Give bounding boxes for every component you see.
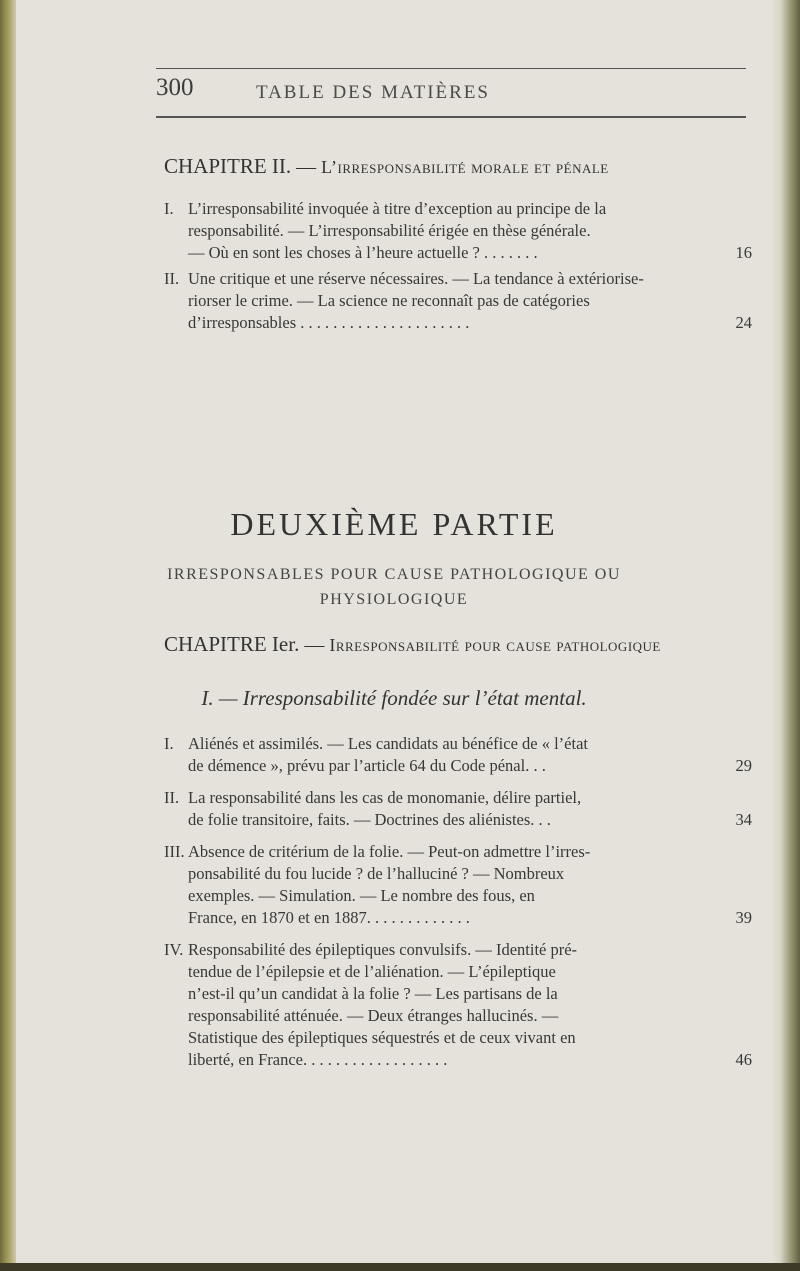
entry-line: Statistique des épileptiques séquestrés et de ceux vivant en (188, 1028, 576, 1047)
entry-line: La responsabilité dans les cas de monomanie, délire partiel, (188, 788, 582, 807)
chapter-ii-label: CHAPITRE II. (164, 154, 292, 178)
running-head: TABLE DES MATIÈRES (256, 82, 490, 103)
part-subtitle-line-2: PHYSIOLOGIQUE (319, 591, 469, 608)
entry-number: II. (164, 269, 180, 288)
entry-line: de folie transitoire, faits. — Doctrines des aliénistes. . . (188, 810, 551, 829)
entry-line: d’irresponsables . . . . . . . . . . . . . . . . . . . . . (188, 313, 470, 332)
entry-line: de démence », prévu par l’article 64 du Code pénal. . . (188, 756, 546, 775)
book-binding-bottom (0, 1263, 800, 1271)
entry-page: 39 (735, 908, 752, 927)
entry-page: 46 (735, 1050, 752, 1069)
toc-entry (164, 733, 752, 777)
entry-number: IV. (164, 940, 184, 959)
page-number: 300 (156, 74, 194, 101)
chapter-i-dash: — (304, 634, 325, 656)
entry-line: — Où en sont les choses à l’heure actuelle ? . . . . . . . (188, 243, 538, 262)
entry-number: I. (164, 199, 174, 218)
entry-page: 24 (735, 313, 752, 332)
part-subtitle-line-1: IRRESPONSABLES POUR CAUSE PATHOLOGIQUE OU (167, 566, 621, 583)
entry-line: France, en 1870 et en 1887. . . . . . . . . . . . . (188, 908, 470, 927)
entry-line: n’est-il qu’un candidat à la folie ? — Les partisans de la (188, 984, 558, 1003)
page-edge-right (772, 0, 800, 1271)
entry-page: 16 (735, 243, 752, 262)
toc-entry (164, 198, 752, 264)
toc-entry (164, 939, 752, 1071)
entry-number: III. (164, 842, 185, 861)
chapter-ii-title: L’irresponsabilité morale et pénale (321, 157, 609, 177)
entry-page: 34 (735, 810, 752, 829)
toc-entry (164, 841, 752, 929)
entry-line: tendue de l’épilepsie et de l’aliénation. — L’épileptique (188, 962, 556, 981)
entry-line: liberté, en France. . . . . . . . . . . . . . . . . . (188, 1050, 448, 1069)
entry-line: L’irresponsabilité invoquée à titre d’exception au principe de la (188, 199, 607, 218)
chapter-i-heading (164, 632, 661, 657)
chapter-i-label: CHAPITRE Ier. (164, 632, 300, 656)
entry-line: Une critique et une réserve nécessaires. — La tendance à extériorise- (188, 269, 644, 288)
book-binding-left (0, 0, 16, 1271)
chapter-ii-heading (164, 154, 609, 179)
header-rule-bottom (156, 116, 746, 118)
book-page (16, 0, 772, 1271)
entry-line: ponsabilité du fou lucide ? de l’halluciné ? — Nombreux (188, 864, 565, 883)
entry-number: I. (164, 734, 174, 753)
header-rule-top (156, 68, 746, 69)
section-title: I. — Irresponsabilité fondée sur l’état mental. (201, 686, 587, 710)
entry-line: riorser le crime. — La science ne reconnaît pas de catégories (188, 291, 590, 310)
entry-line: exemples. — Simulation. — Le nombre des fous, en (188, 886, 535, 905)
entry-line: Responsabilité des épileptiques convulsifs. — Identité pré- (188, 940, 578, 959)
toc-entry (164, 787, 752, 831)
part-title: DEUXIÈME PARTIE (230, 506, 558, 542)
entry-number: II. (164, 788, 180, 807)
chapter-i-title: Irresponsabilité pour cause pathologique (329, 635, 661, 655)
entry-line: responsabilité atténuée. — Deux étranges hallucinés. — (188, 1006, 559, 1025)
toc-entry (164, 268, 752, 334)
chapter-ii-dash: — (296, 156, 317, 178)
entry-line: Aliénés et assimilés. — Les candidats au bénéfice de « l’état (188, 734, 588, 753)
entry-page: 29 (735, 756, 752, 775)
entry-line: responsabilité. — L’irresponsabilité érigée en thèse générale. (188, 221, 591, 240)
entry-line: Absence de critérium de la folie. — Peut-on admettre l’irres- (188, 842, 591, 861)
